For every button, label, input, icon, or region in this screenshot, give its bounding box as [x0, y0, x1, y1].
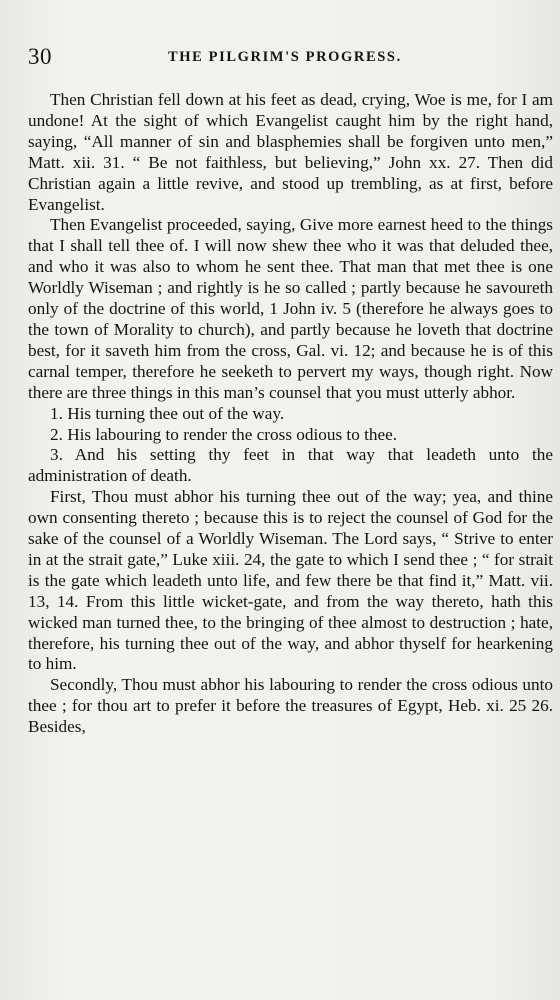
- list-item-3: 3. And his setting thy feet in that way that leadeth unto the administration of death.: [28, 445, 553, 486]
- list-item-2: 2. His labouring to render the cross odious to thee.: [50, 424, 398, 444]
- list-item-1: 1. His turning thee out of the way.: [50, 403, 285, 423]
- paragraph-evangelist-proceeded: Then Evangelist proceeded, saying, Give more earnest heed to the things that I shall tell thee of. I will now shew thee who it was that deluded thee, and who it was also to whom he sent thee. That man that met thee is one Worldly Wiseman ; and rightly is he so called ; partly because he savoureth only of the doctrine of this world, 1 John iv. 5 (therefore he always goes to the town of Morality to church), and partly because he loveth that doctrine best, for it saveth him from the cross, Gal. vi. 12; and because he is of this carnal temper, therefore he seeketh to pervert my ways, though right. Now there are three things in this man’s counsel that you must utterly abhor.: [28, 215, 553, 402]
- paragraph-first: First, Thou must abhor his turning thee out of the way; yea, and thine own consenting thereto ; because this is to reject the counsel of God for the sake of the counsel of a Worldly Wiseman. The Lord says, “ Strive to enter in at the strait gate,” Luke xiii. 24, the gate to which I send thee ; “ for strait is the gate which leadeth unto life, and few there be that find it,” Matt. vii. 13, 14. From this little wicket-gate, and from the way thereto, hath this wicked man turned thee, to the bringing of thee almost to destruction ; hate, therefore, his turning thee out of the way, and abhor thyself for hearkening to him.: [28, 487, 553, 674]
- page-number: 30: [28, 44, 52, 69]
- paragraph-christian-falls: Then Christian fell down at his feet as dead, crying, Woe is me, for I am undone! At the sight of which Evangelist caught him by the right hand, saying, “All manner of sin and blasphemies shall be forgiven unto men,” Matt. xii. 31. “ Be not faithless, but believing,” John xx. 27. Then did Christian again a little revive, and stood up trembling, as at first, before Evangelist.: [28, 90, 553, 214]
- page-header: [28, 42, 560, 72]
- running-title: THE PILGRIM'S PROGRESS.: [168, 49, 402, 65]
- paragraph-secondly: Secondly, Thou must abhor his labouring to render the cross odious unto thee ; for thou art to prefer it before the treasures of Egypt, Heb. xi. 25 26. Besides,: [28, 675, 553, 737]
- body-text: [28, 90, 553, 738]
